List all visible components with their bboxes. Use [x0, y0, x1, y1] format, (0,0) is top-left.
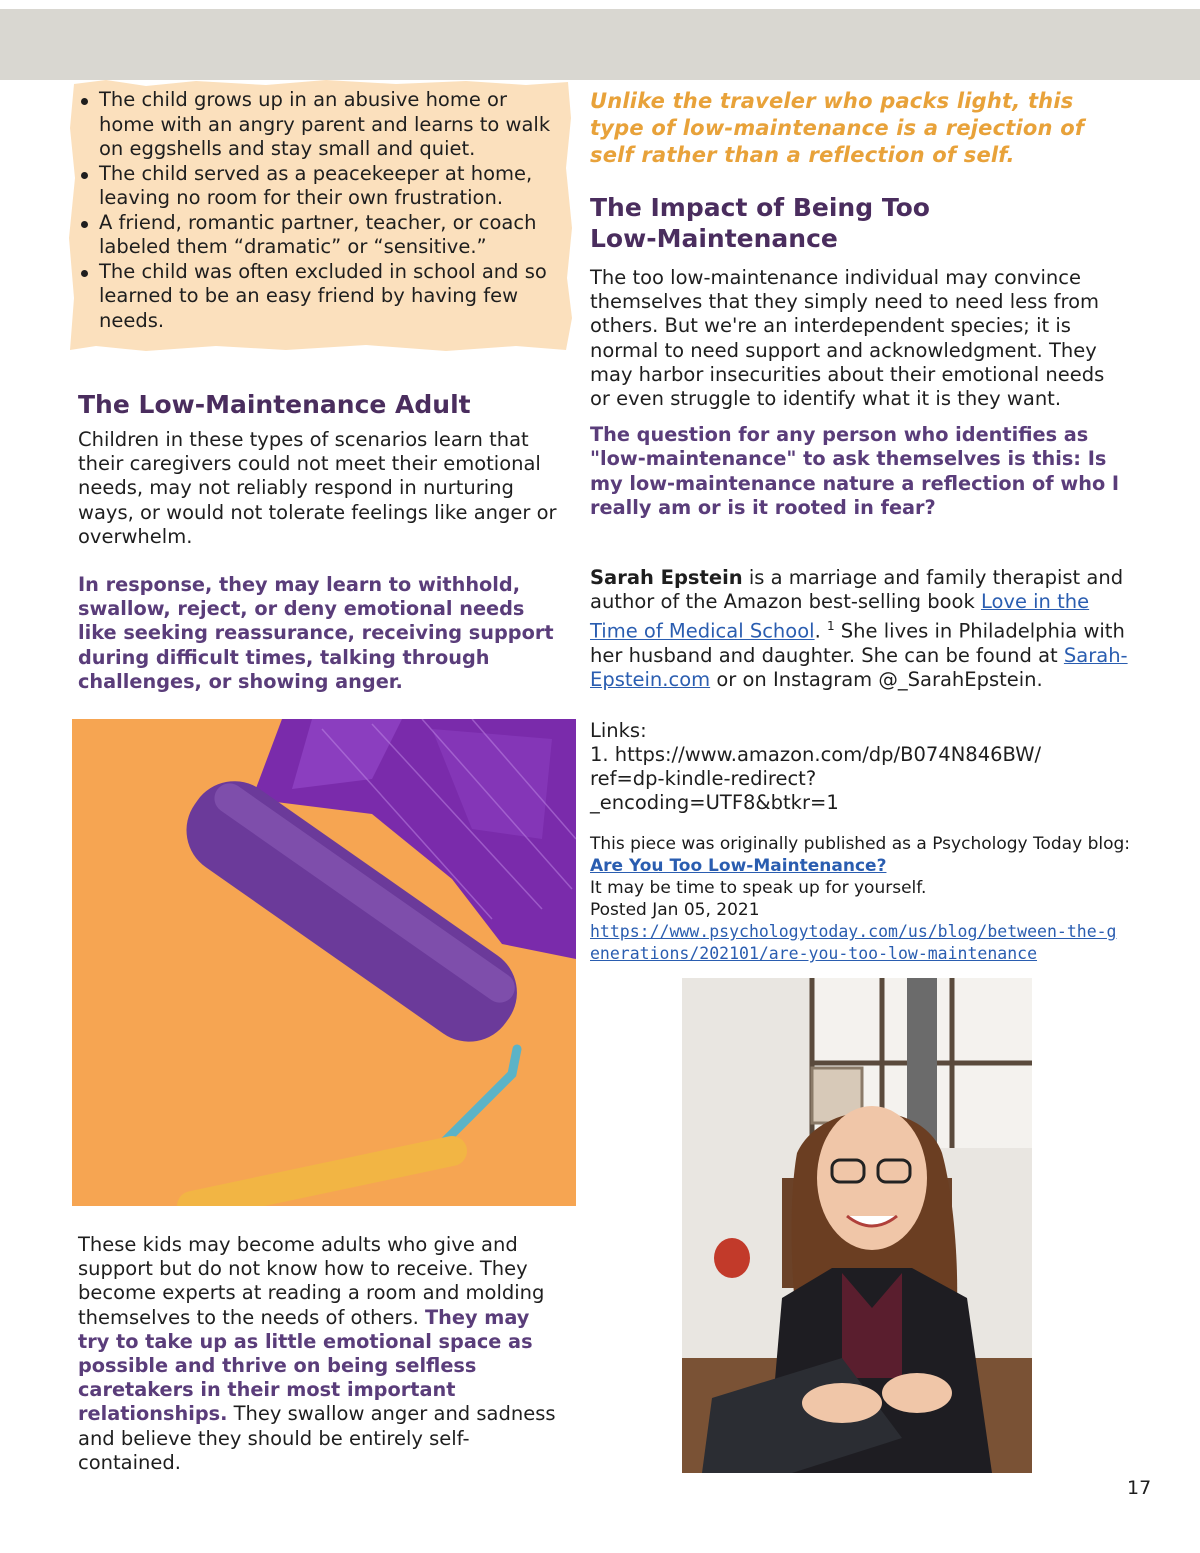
section-heading-low-maintenance-adult: The Low-Maintenance Adult — [78, 390, 471, 419]
paragraph: Children in these types of scenarios learn that their caregivers could not meet their emotional needs, may not reliably respond in nurturing ways, or would not tolerate feelings like anger or overwhelm. — [78, 428, 557, 548]
website-link[interactable]: Sarah-Epstein.com — [590, 644, 1128, 692]
paint-roller-image — [72, 719, 576, 1206]
article-title-link[interactable]: Are You Too Low-Maintenance? — [590, 856, 887, 877]
section-heading-impact: The Impact of Being Too Low-Maintenance — [590, 193, 930, 253]
author-bio: Sarah Epstein is a marriage and family therapist and author of the Amazon best-selling book Love in the Time of Medical School. $^1$ She lives in Philadelphia with her husband and daughter. She can be found at Sarah-Epstein.com or on Instagram @_SarahEpstein. — [590, 566, 1128, 692]
publication-note: This piece was originally published as a Psychology Today blog: — [590, 834, 1130, 855]
question-paragraph: The question for any person who identifies as "low-maintenance" to ask themselves is this: Is my low-maintenance nature a reflection of who I really am or is it rooted in fear? — [590, 423, 1120, 519]
paragraph: The too low-maintenance individual may convince themselves that they simply need to need less from others. But we're an interdependent species; it is normal to need support and acknowledgment. They may harbor insecurities about their emotional needs or even struggle to identify what it is they want. — [590, 266, 1105, 411]
cause-list — [78, 88, 568, 333]
list-item: A friend, romantic partner, teacher, or coach labeled them “dramatic” or “sensitive.” — [78, 211, 568, 260]
article-subtitle: It may be time to speak up for yourself. — [590, 878, 927, 899]
page-number: 17 — [1127, 1477, 1152, 1499]
list-item: The child was often excluded in school and so learned to be an easy friend by having few needs. — [78, 260, 568, 334]
book-link[interactable]: Love in the Time of Medical School — [590, 590, 1090, 643]
top-banner — [0, 9, 1200, 80]
author-photo — [682, 978, 1032, 1473]
reference-link: 1. https://www.amazon.com/dp/B074N846BW/ ref=dp-kindle-redirect?_encoding=UTF8&btkr=1 — [590, 742, 1042, 815]
posted-date: Posted Jan 05, 2021 — [590, 900, 760, 921]
links-label: Links: — [590, 718, 647, 742]
article-url-link[interactable]: https://www.psychologytoday.com/us/blog/between-the-generations/202101/are-you-too-low-maintenance — [590, 922, 1117, 964]
author-name: Sarah Epstein — [590, 566, 743, 590]
pull-quote: Unlike the traveler who packs light, this type of low-maintenance is a rejection of self rather than a reflection of self. — [590, 89, 1085, 167]
closing-paragraph: These kids may become adults who give and support but do not know how to receive. They become experts at reading a room and molding themselves to the needs of others. They may try to take up as little emotional space as possible and thrive on being selfless caretakers in their most important relationships. They swallow anger and sadness and believe they should be entirely self-contained. — [78, 1233, 556, 1474]
emphasis-paragraph: In response, they may learn to withhold, swallow, reject, or deny emotional needs like seeking reassurance, receiving support during difficult times, talking through challenges, or showing anger. — [78, 573, 554, 693]
list-item: The child served as a peacekeeper at home, leaving no room for their own frustration. — [78, 162, 568, 211]
left-column — [78, 88, 568, 694]
right-column — [590, 88, 1130, 965]
list-item: The child grows up in an abusive home or home with an angry parent and learns to walk on eggshells and stay small and quiet. — [78, 88, 568, 162]
